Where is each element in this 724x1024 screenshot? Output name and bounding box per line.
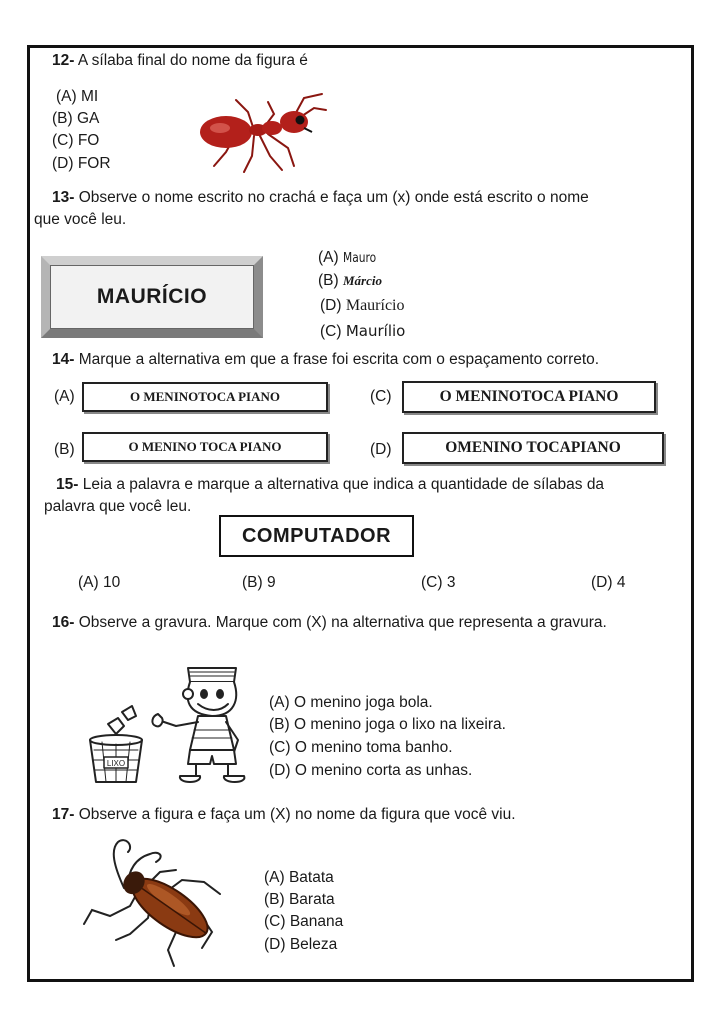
cockroach-icon <box>70 836 240 976</box>
option-a[interactable]: (A) Mauro <box>318 249 377 266</box>
option-d-phrase[interactable]: OMENINO TOCAPIANO <box>402 432 664 464</box>
question-13-title <box>52 189 589 207</box>
question-text: Observe o nome escrito no crachá e faça um (x) onde está escrito o nome <box>78 189 589 206</box>
option-a[interactable]: (A) 10 <box>78 574 121 591</box>
question-15-title <box>56 476 604 494</box>
option-c[interactable]: (C) FO <box>52 132 100 149</box>
ant-icon <box>196 90 328 176</box>
option-b[interactable]: (B) GA <box>52 110 100 127</box>
option-b[interactable]: (B) Barata <box>264 891 335 908</box>
question-16-title <box>52 614 607 632</box>
option-a[interactable]: (A) Batata <box>264 869 334 886</box>
question-12-title <box>52 52 308 70</box>
question-number: 17- <box>52 806 75 823</box>
question-number: 12- <box>52 52 75 69</box>
question-text: Observe a gravura. Marque com (X) na alternativa que representa a gravura. <box>78 614 607 631</box>
question-number: 16- <box>52 614 75 631</box>
option-c[interactable]: (C) Banana <box>264 913 344 930</box>
option-d-letter[interactable]: (D) <box>370 441 392 458</box>
option-d[interactable]: (D) Maurício <box>320 297 405 314</box>
option-c-letter[interactable]: (C) <box>370 388 392 405</box>
question-number: 15- <box>56 476 79 493</box>
option-b[interactable]: (B) O menino joga o lixo na lixeira. <box>269 716 506 733</box>
option-c[interactable]: (C) Maurílio <box>320 322 406 340</box>
option-c[interactable]: (C) 3 <box>421 574 456 591</box>
question-text: Marque a alternativa em que a frase foi escrita com o espaçamento correto. <box>78 351 600 368</box>
option-d[interactable]: (D) 4 <box>591 574 626 591</box>
bin-label: LIXO <box>106 759 126 768</box>
question-17-title <box>52 806 516 824</box>
option-b[interactable]: (B) Márcio <box>318 272 382 289</box>
question-number: 13- <box>52 189 75 206</box>
name-badge <box>41 256 263 338</box>
option-b-letter[interactable]: (B) <box>54 441 75 458</box>
question-text-continued: que você leu. <box>34 211 127 228</box>
question-number: 14- <box>52 351 75 368</box>
question-14-title <box>52 351 599 369</box>
question-text: Leia a palavra e marque a alternativa que indica a quantidade de sílabas da <box>82 476 605 493</box>
option-b-phrase[interactable]: O MENINO TOCA PIANO <box>82 432 328 462</box>
option-a[interactable]: (A) O menino joga bola. <box>269 694 433 711</box>
option-b[interactable]: (B) 9 <box>242 574 276 591</box>
word-box: COMPUTADOR <box>219 515 414 557</box>
option-c[interactable]: (C) O menino toma banho. <box>269 739 453 756</box>
option-c-phrase[interactable]: O MENINOTOCA PIANO <box>402 381 656 413</box>
question-text: A sílaba final do nome da figura é <box>77 52 308 69</box>
option-a-letter[interactable]: (A) <box>54 388 75 405</box>
badge-name: MAURÍCIO <box>96 285 208 308</box>
option-a-phrase[interactable]: O MENINOTOCA PIANO <box>82 382 328 412</box>
option-d[interactable]: (D) FOR <box>52 155 111 172</box>
boy-trash-icon <box>84 660 254 788</box>
question-text-continued: palavra que você leu. <box>44 498 192 515</box>
question-text: Observe a figura e faça um (X) no nome da figura que você viu. <box>78 806 516 823</box>
option-a[interactable]: (A) MI <box>56 88 99 105</box>
option-d[interactable]: (D) Beleza <box>264 936 338 953</box>
option-d[interactable]: (D) O menino corta as unhas. <box>269 762 473 779</box>
